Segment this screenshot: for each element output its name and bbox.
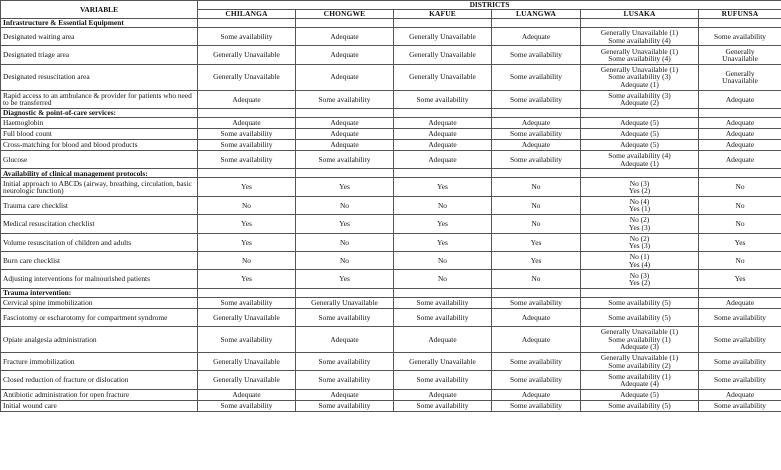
table-header [1, 1, 781, 19]
section-empty-cell [394, 19, 492, 28]
value-cell-lusaka: No (1) Yes (4) [581, 251, 699, 269]
value-cell-chongwe: Adequate [296, 327, 394, 353]
section-empty-cell [296, 169, 394, 178]
table-row [1, 196, 781, 214]
value-cell-kafue: Generally Unavailable [394, 28, 492, 46]
section-empty-cell [296, 108, 394, 117]
row-label: Medical resuscitation checklist [1, 215, 198, 233]
value-cell-chilanga: Some availability [198, 327, 296, 353]
value-cell-luangwa: No [492, 178, 581, 196]
value-cell-chilanga: Generally Unavailable [198, 371, 296, 389]
section-empty-cell [699, 108, 781, 117]
section-empty-cell [581, 108, 699, 117]
value-cell-chongwe: No [296, 233, 394, 251]
value-cell-luangwa: Some availability [492, 46, 581, 64]
row-label: Haemoglobin [1, 117, 198, 128]
value-cell-kafue: Yes [394, 233, 492, 251]
row-label: Rapid access to an ambulance & provider for patients who need to be transferred [1, 90, 198, 108]
value-cell-kafue: Yes [394, 215, 492, 233]
district-header-chongwe: CHONGWE [296, 10, 394, 19]
value-cell-chilanga: No [198, 196, 296, 214]
table-row [1, 297, 781, 308]
row-label: Volume resuscitation of children and adults [1, 233, 198, 251]
value-cell-lusaka: No (3) Yes (2) [581, 270, 699, 288]
value-cell-rufunsa: Generally Unavailable [699, 46, 781, 64]
district-header-rufunsa: RUFUNSA [699, 10, 781, 19]
value-cell-rufunsa: Some availability [699, 400, 781, 411]
section-empty-cell [198, 19, 296, 28]
table-row [1, 233, 781, 251]
section-empty-cell [699, 19, 781, 28]
value-cell-chongwe: Adequate [296, 117, 394, 128]
value-cell-kafue: Some availability [394, 90, 492, 108]
district-header-kafue: KAFUE [394, 10, 492, 19]
value-cell-chilanga: Yes [198, 233, 296, 251]
section-empty-cell [394, 108, 492, 117]
value-cell-lusaka: Adequate (5) [581, 117, 699, 128]
value-cell-kafue: Adequate [394, 139, 492, 150]
value-cell-lusaka: Generally Unavailable (1) Some availability (1) Adequate (3) [581, 327, 699, 353]
value-cell-kafue: No [394, 251, 492, 269]
value-cell-rufunsa: No [699, 178, 781, 196]
table-row [1, 308, 781, 326]
value-cell-kafue: No [394, 196, 492, 214]
value-cell-luangwa: Some availability [492, 90, 581, 108]
table-row [1, 400, 781, 411]
value-cell-rufunsa: Adequate [699, 139, 781, 150]
value-cell-lusaka: Some availability (5) [581, 400, 699, 411]
value-cell-lusaka: Generally Unavailable (1) Some availability (4) [581, 46, 699, 64]
value-cell-luangwa: Adequate [492, 308, 581, 326]
section-empty-cell [296, 288, 394, 297]
section-title: Availability of clinical management protocols: [1, 169, 198, 178]
value-cell-rufunsa: No [699, 196, 781, 214]
value-cell-rufunsa: Some availability [699, 28, 781, 46]
value-cell-kafue: Adequate [394, 128, 492, 139]
section-empty-cell [492, 169, 581, 178]
value-cell-lusaka: Some availability (5) [581, 297, 699, 308]
value-cell-rufunsa: Yes [699, 270, 781, 288]
table-row [1, 28, 781, 46]
table-row [1, 64, 781, 90]
value-cell-rufunsa: Adequate [699, 389, 781, 400]
table-row [1, 128, 781, 139]
value-cell-lusaka: Adequate (5) [581, 389, 699, 400]
value-cell-chongwe: Some availability [296, 352, 394, 370]
value-cell-luangwa: Some availability [492, 64, 581, 90]
value-cell-chongwe: Generally Unavailable [296, 297, 394, 308]
value-cell-kafue: Generally Unavailable [394, 64, 492, 90]
value-cell-luangwa: Some availability [492, 400, 581, 411]
value-cell-lusaka: Some availability (4) Adequate (1) [581, 150, 699, 168]
table-row [1, 178, 781, 196]
section-empty-cell [198, 288, 296, 297]
value-cell-luangwa: Adequate [492, 117, 581, 128]
value-cell-luangwa: Yes [492, 251, 581, 269]
row-label: Burn care checklist [1, 251, 198, 269]
value-cell-chilanga: Adequate [198, 90, 296, 108]
value-cell-lusaka: Some availability (1) Adequate (4) [581, 371, 699, 389]
section-empty-cell [492, 108, 581, 117]
row-label: Initial wound care [1, 400, 198, 411]
section-empty-cell [492, 19, 581, 28]
row-label: Opiate analgesia administration [1, 327, 198, 353]
value-cell-chongwe: Adequate [296, 389, 394, 400]
section-row [1, 108, 781, 117]
row-label: Cross-matching for blood and blood products [1, 139, 198, 150]
value-cell-luangwa: No [492, 215, 581, 233]
value-cell-lusaka: No (3) Yes (2) [581, 178, 699, 196]
section-row [1, 19, 781, 28]
value-cell-chongwe: Some availability [296, 308, 394, 326]
value-cell-chilanga: Generally Unavailable [198, 64, 296, 90]
value-cell-chilanga: Some availability [198, 297, 296, 308]
value-cell-rufunsa: Adequate [699, 297, 781, 308]
table-row [1, 327, 781, 353]
value-cell-lusaka: Some availability (5) [581, 308, 699, 326]
district-header-chilanga: CHILANGA [198, 10, 296, 19]
section-empty-cell [581, 169, 699, 178]
section-empty-cell [296, 19, 394, 28]
row-label: Trauma care checklist [1, 196, 198, 214]
value-cell-kafue: Some availability [394, 400, 492, 411]
table-row [1, 251, 781, 269]
value-cell-kafue: Adequate [394, 150, 492, 168]
value-cell-chilanga: Generally Unavailable [198, 308, 296, 326]
row-label: Designated resuscitation area [1, 64, 198, 90]
value-cell-rufunsa: Generally Unavailable [699, 64, 781, 90]
section-row [1, 169, 781, 178]
value-cell-chongwe: Some availability [296, 90, 394, 108]
value-cell-luangwa: No [492, 196, 581, 214]
value-cell-kafue: Some availability [394, 371, 492, 389]
value-cell-lusaka: Adequate (5) [581, 128, 699, 139]
value-cell-rufunsa: Adequate [699, 90, 781, 108]
value-cell-chongwe: Yes [296, 178, 394, 196]
value-cell-chongwe: Some availability [296, 371, 394, 389]
section-title: Diagnostic & point-of-care services: [1, 108, 198, 117]
value-cell-rufunsa: Some availability [699, 371, 781, 389]
row-label: Fasciotomy or escharotomy for compartment syndrome [1, 308, 198, 326]
value-cell-kafue: No [394, 270, 492, 288]
value-cell-kafue: Yes [394, 178, 492, 196]
table-row [1, 389, 781, 400]
table-row [1, 215, 781, 233]
table-row [1, 46, 781, 64]
value-cell-chongwe: Adequate [296, 46, 394, 64]
value-cell-chilanga: Yes [198, 215, 296, 233]
value-cell-chilanga: No [198, 251, 296, 269]
row-label: Designated waiting area [1, 28, 198, 46]
value-cell-lusaka: No (2) Yes (3) [581, 233, 699, 251]
value-cell-luangwa: Some availability [492, 150, 581, 168]
value-cell-rufunsa: Some availability [699, 352, 781, 370]
value-cell-chongwe: Yes [296, 270, 394, 288]
table-body [1, 19, 781, 412]
value-cell-chongwe: No [296, 196, 394, 214]
row-label: Fracture immobilization [1, 352, 198, 370]
value-cell-chongwe: Adequate [296, 139, 394, 150]
table-row [1, 150, 781, 168]
section-empty-cell [394, 288, 492, 297]
districts-header: DISTRICTS [198, 1, 781, 10]
section-empty-cell [394, 169, 492, 178]
value-cell-luangwa: Some availability [492, 297, 581, 308]
row-label: Adjusting interventions for malnourished patients [1, 270, 198, 288]
value-cell-chilanga: Some availability [198, 28, 296, 46]
value-cell-chilanga: Some availability [198, 128, 296, 139]
value-cell-kafue: Generally Unavailable [394, 352, 492, 370]
value-cell-kafue: Adequate [394, 389, 492, 400]
value-cell-luangwa: Yes [492, 233, 581, 251]
table-row [1, 90, 781, 108]
value-cell-lusaka: No (2) Yes (3) [581, 215, 699, 233]
value-cell-chilanga: Some availability [198, 139, 296, 150]
value-cell-rufunsa: Some availability [699, 308, 781, 326]
value-cell-lusaka: Adequate (5) [581, 139, 699, 150]
table-row [1, 139, 781, 150]
value-cell-luangwa: Some availability [492, 352, 581, 370]
value-cell-luangwa: Adequate [492, 327, 581, 353]
value-cell-chongwe: Adequate [296, 128, 394, 139]
section-row [1, 288, 781, 297]
section-empty-cell [699, 288, 781, 297]
table-row [1, 270, 781, 288]
row-label: Glucose [1, 150, 198, 168]
row-label: Full blood count [1, 128, 198, 139]
table-row [1, 371, 781, 389]
value-cell-kafue: Generally Unavailable [394, 46, 492, 64]
value-cell-chongwe: Some availability [296, 400, 394, 411]
section-empty-cell [492, 288, 581, 297]
value-cell-luangwa: Adequate [492, 28, 581, 46]
variable-header: VARIABLE [1, 1, 198, 19]
value-cell-luangwa: Some availability [492, 128, 581, 139]
district-header-luangwa: LUANGWA [492, 10, 581, 19]
value-cell-rufunsa: No [699, 215, 781, 233]
value-cell-lusaka: No (4) Yes (1) [581, 196, 699, 214]
value-cell-chongwe: Yes [296, 215, 394, 233]
value-cell-chongwe: No [296, 251, 394, 269]
value-cell-luangwa: Adequate [492, 389, 581, 400]
row-label: Cervical spine immobilization [1, 297, 198, 308]
value-cell-chongwe: Adequate [296, 64, 394, 90]
value-cell-chilanga: Yes [198, 178, 296, 196]
section-empty-cell [699, 169, 781, 178]
row-label: Antibiotic administration for open fracture [1, 389, 198, 400]
value-cell-lusaka: Some availability (3) Adequate (2) [581, 90, 699, 108]
value-cell-chongwe: Some availability [296, 150, 394, 168]
value-cell-luangwa: Adequate [492, 139, 581, 150]
value-cell-kafue: Adequate [394, 117, 492, 128]
section-title: Trauma intervention: [1, 288, 198, 297]
row-label: Initial approach to ABCDs (airway, breathing, circulation, basic neurologic function) [1, 178, 198, 196]
value-cell-kafue: Some availability [394, 297, 492, 308]
value-cell-chilanga: Some availability [198, 400, 296, 411]
value-cell-chilanga: Adequate [198, 389, 296, 400]
table-row [1, 117, 781, 128]
value-cell-chilanga: Generally Unavailable [198, 46, 296, 64]
value-cell-kafue: Adequate [394, 327, 492, 353]
value-cell-chilanga: Yes [198, 270, 296, 288]
section-empty-cell [198, 169, 296, 178]
value-cell-rufunsa: Adequate [699, 150, 781, 168]
value-cell-rufunsa: No [699, 251, 781, 269]
section-empty-cell [198, 108, 296, 117]
value-cell-chongwe: Adequate [296, 28, 394, 46]
row-label: Designated triage area [1, 46, 198, 64]
value-cell-chilanga: Generally Unavailable [198, 352, 296, 370]
value-cell-chilanga: Adequate [198, 117, 296, 128]
district-header-lusaka: LUSAKA [581, 10, 699, 19]
value-cell-rufunsa: Adequate [699, 117, 781, 128]
section-title: Infrastructure & Essential Equipment [1, 19, 198, 28]
value-cell-luangwa: Some availability [492, 371, 581, 389]
row-label: Closed reduction of fracture or dislocation [1, 371, 198, 389]
value-cell-rufunsa: Yes [699, 233, 781, 251]
table-row [1, 352, 781, 370]
section-empty-cell [581, 288, 699, 297]
value-cell-lusaka: Generally Unavailable (1) Some availability (3) Adequate (1) [581, 64, 699, 90]
value-cell-lusaka: Generally Unavailable (1) Some availability (4) [581, 28, 699, 46]
value-cell-kafue: Some availability [394, 308, 492, 326]
value-cell-lusaka: Generally Unavailable (1) Some availability (2) [581, 352, 699, 370]
value-cell-rufunsa: Some availability [699, 327, 781, 353]
value-cell-chilanga: Some availability [198, 150, 296, 168]
value-cell-rufunsa: Adequate [699, 128, 781, 139]
section-empty-cell [581, 19, 699, 28]
value-cell-luangwa: No [492, 270, 581, 288]
